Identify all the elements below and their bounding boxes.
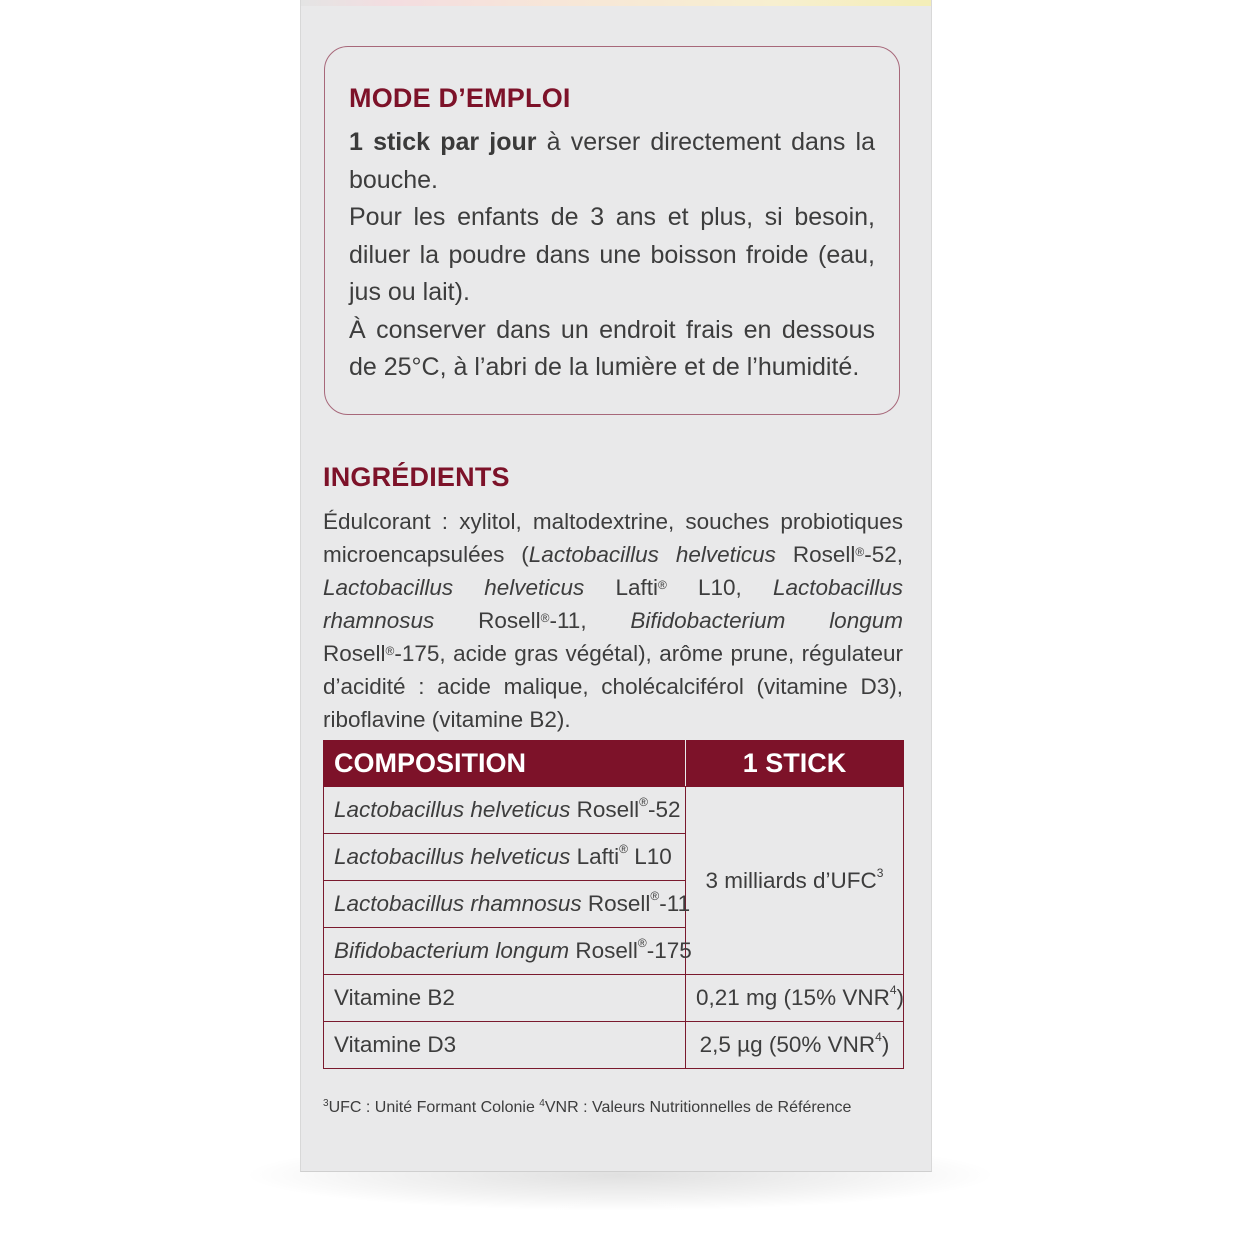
strain-cell: [324, 881, 691, 928]
usage-card: [324, 46, 900, 415]
table-row: [324, 787, 904, 834]
ingredients-part: Rosell: [775, 542, 856, 567]
ingredients-section: [323, 462, 903, 736]
strain-species: Bifidobacterium longum: [334, 938, 570, 963]
ingredients-part: Lafti: [584, 575, 658, 600]
ingredients-part: -175, acide gras végétal), arôme prune, régulateur d’acidité : acide malique, cholécalciférol (vitamine D3), riboflavine (vitamine B2).: [323, 641, 903, 732]
registered-mark: ®: [540, 611, 550, 625]
ingredients-title: INGRÉDIENTS: [323, 462, 510, 492]
table-row: [324, 1022, 904, 1069]
vitamin-d3-value-cell: [686, 1022, 904, 1069]
registered-mark: ®: [637, 936, 647, 950]
vitamin-d3-value: 2,5 µg (50% VNR: [699, 1032, 876, 1057]
strain-code: -175: [646, 938, 692, 963]
table-row: [324, 975, 904, 1022]
strain-cell: [324, 928, 692, 975]
vitamin-d3-close: ): [881, 1032, 890, 1057]
strain-species: Lactobacillus helveticus: [334, 844, 571, 869]
strain-cell: [324, 834, 686, 881]
registered-mark: ®: [619, 842, 629, 856]
footnote-number: 4: [539, 1098, 545, 1109]
usage-title: MODE D’EMPLOI: [349, 83, 571, 113]
strains-value: 3 milliards d’UFC: [705, 867, 877, 893]
vitamin-b2-value: 0,21 mg (15% VNR: [696, 985, 890, 1010]
strain-brand: Rosell: [581, 891, 651, 916]
strain-brand: Rosell: [570, 797, 640, 822]
vitamin-b2-label: Vitamine B2: [324, 975, 686, 1022]
box-top-strip: [301, 0, 931, 6]
ingredients-part: L10,: [666, 575, 773, 600]
usage-line-3: À conserver dans un endroit frais en dessous de 25°C, à l’abri de la lumière et de l’humidité.: [349, 315, 875, 381]
vitamin-d3-label: Vitamine D3: [324, 1022, 686, 1069]
strain-name: Lactobacillus helveticus: [323, 575, 585, 600]
footnote-number: 3: [323, 1098, 329, 1109]
strain-cell: [324, 787, 686, 834]
strain-code: L10: [628, 844, 672, 869]
footnote-ref: 4: [889, 983, 897, 997]
strain-name: Lactobacillus rhamnosus: [323, 575, 904, 633]
ingredients-part: Édulcorant : xylitol, maltodextrine, souches probiotiques microencapsulées (: [323, 509, 903, 567]
strain-species: Lactobacillus helveticus: [334, 797, 571, 822]
strain-brand: Lafti: [570, 844, 620, 869]
dose-header: 1 STICK: [686, 741, 904, 787]
strain-code: -52: [648, 797, 681, 822]
footnote: [323, 1099, 851, 1117]
ingredients-part: -11,: [549, 608, 631, 633]
footnote-vnr: VNR : Valeurs Nutritionnelles de Référence: [544, 1099, 852, 1116]
ingredients-part: Rosell: [478, 608, 541, 633]
footnote-ref: 3: [876, 865, 884, 880]
strain-species: Lactobacillus rhamnosus: [334, 891, 582, 916]
registered-mark: ®: [650, 889, 660, 903]
ingredients-text: [323, 505, 903, 736]
product-box-back: [300, 0, 932, 1172]
composition-header-row: [324, 741, 904, 787]
strains-value-cell: [686, 787, 904, 975]
vitamin-b2-close: ): [896, 985, 905, 1010]
usage-line-1: [349, 124, 875, 199]
composition-table: [323, 740, 904, 1069]
registered-mark: ®: [639, 795, 649, 809]
strain-name: Lactobacillus helveticus: [528, 542, 776, 567]
usage-text: [349, 124, 875, 387]
strain-brand: Rosell: [569, 938, 638, 963]
ingredients-part: -52,: [864, 542, 903, 567]
usage-dose: 1 stick par jour: [349, 128, 537, 156]
strain-name: Bifidobacterium longum: [630, 608, 903, 633]
usage-line-1-rest: à verser directement dans la bouche.: [349, 128, 875, 194]
footnote-ufc: UFC : Unité Formant Colonie: [328, 1099, 540, 1116]
composition-header: COMPOSITION: [324, 741, 686, 787]
footnote-ref: 4: [875, 1030, 882, 1044]
vitamin-b2-value-cell: [686, 975, 904, 1022]
ingredients-part: Rosell: [323, 641, 386, 666]
registered-mark: ®: [657, 578, 667, 592]
registered-mark: ®: [855, 545, 865, 559]
registered-mark: ®: [385, 644, 395, 658]
strain-code: -11: [659, 891, 691, 916]
usage-line-2: Pour les enfants de 3 ans et plus, si besoin, diluer la poudre dans une boisson froide (eau, jus ou lait).: [349, 203, 875, 306]
